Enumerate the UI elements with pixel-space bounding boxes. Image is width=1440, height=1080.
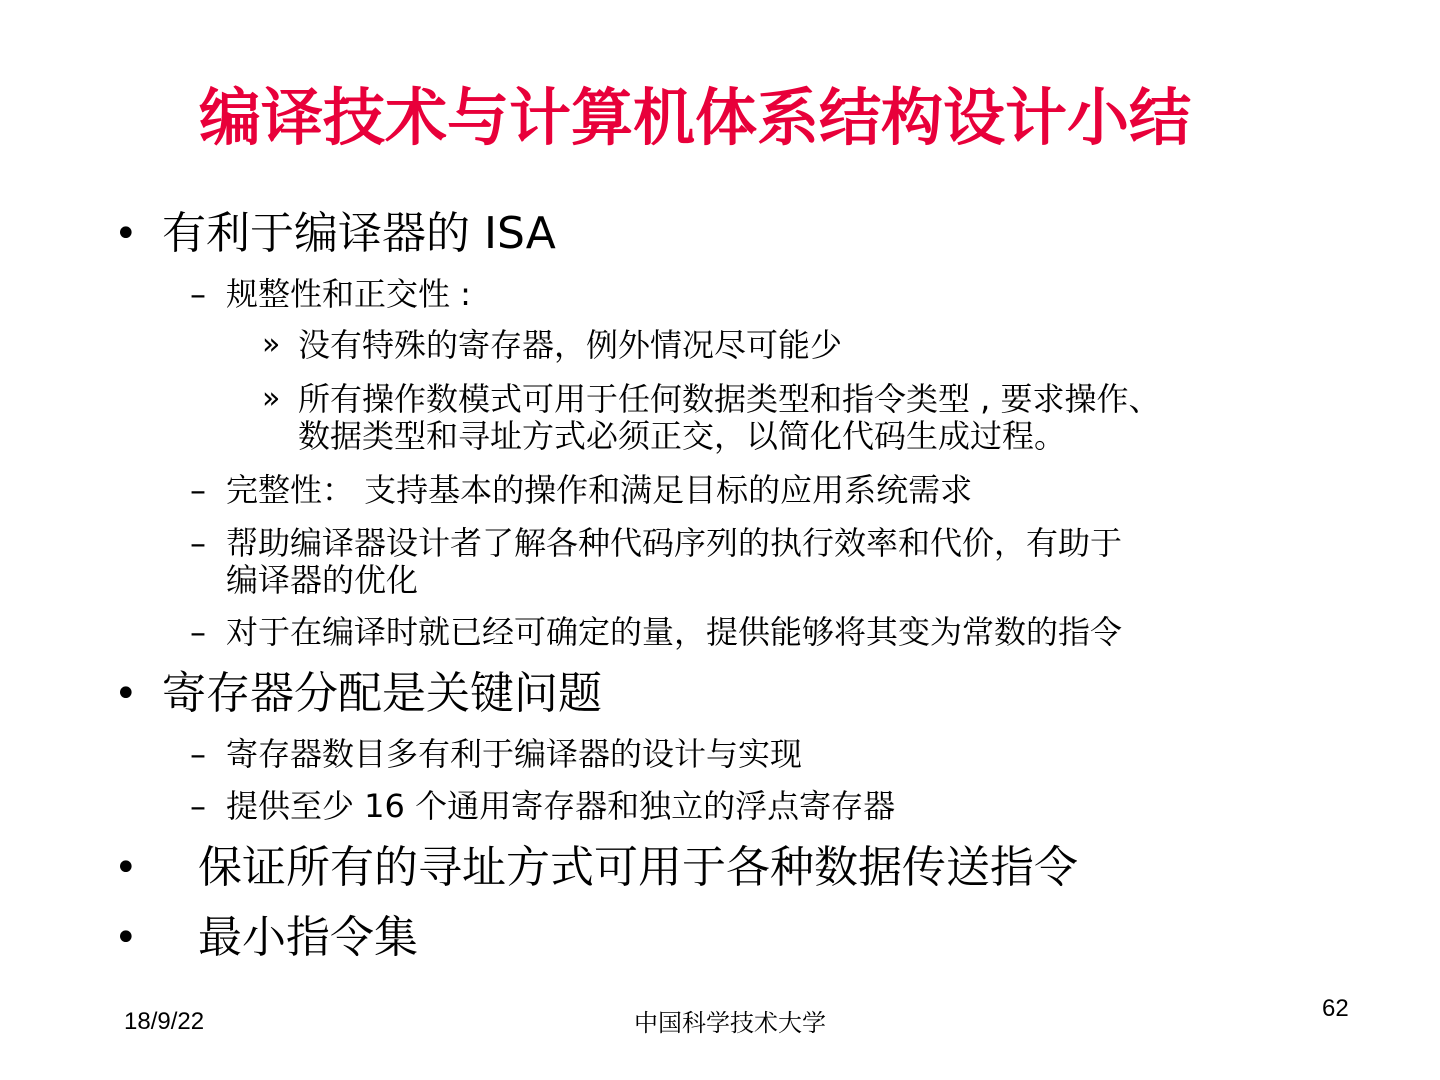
dash-marker: – — [190, 524, 206, 562]
sub-regularity-orthogonality: 规整性和正交性 : — [226, 275, 471, 313]
sub-compile-time-constants: 对于在编译时就已经可确定的量，提供能够将其变为常数的指令 — [226, 613, 1123, 651]
raquo-marker: » — [262, 327, 281, 362]
subsub-orthogonal-modes-line1: 所有操作数模式可用于任何数据类型和指令类型 , 要求操作、 — [298, 380, 1161, 418]
bullet-marker: • — [114, 211, 138, 257]
dash-marker: – — [190, 787, 206, 825]
subsub-orthogonal-modes-line2: 数据类型和寻址方式必须正交，以简化代码生成过程。 — [298, 417, 1067, 455]
page-number: 62 — [1322, 995, 1349, 1022]
sub-completeness: 完整性： 支持基本的操作和满足目标的应用系统需求 — [226, 471, 973, 509]
footer-institution: 中国科学技术大学 — [634, 1010, 826, 1037]
sub-16-registers: 提供至少 16 个通用寄存器和独立的浮点寄存器 — [226, 787, 896, 825]
dash-marker: – — [190, 613, 206, 651]
bullet-marker: • — [114, 915, 138, 961]
bullet-marker: • — [114, 671, 138, 717]
bullet-addressing-modes: 保证所有的寻址方式可用于各种数据传送指令 — [198, 842, 1078, 893]
slide-title: 编译技术与计算机体系结构设计小结 — [198, 81, 1191, 154]
bullet-compiler-friendly-isa: 有利于编译器的 ISA — [162, 208, 556, 259]
sub-more-registers: 寄存器数目多有利于编译器的设计与实现 — [226, 735, 803, 773]
dash-marker: – — [190, 275, 206, 313]
bullet-marker: • — [114, 845, 138, 891]
sub-help-compiler-line1: 帮助编译器设计者了解各种代码序列的执行效率和代价，有助于 — [226, 524, 1123, 562]
dash-marker: – — [190, 471, 206, 509]
subsub-no-special-registers: 没有特殊的寄存器，例外情况尽可能少 — [298, 326, 843, 364]
bullet-register-allocation: 寄存器分配是关键问题 — [162, 668, 602, 719]
bullet-minimal-instruction-set: 最小指令集 — [198, 912, 418, 963]
sub-help-compiler-line2: 编译器的优化 — [226, 561, 419, 599]
raquo-marker: » — [262, 381, 281, 416]
dash-marker: – — [190, 735, 206, 773]
footer-date: 18/9/22 — [124, 1008, 205, 1035]
